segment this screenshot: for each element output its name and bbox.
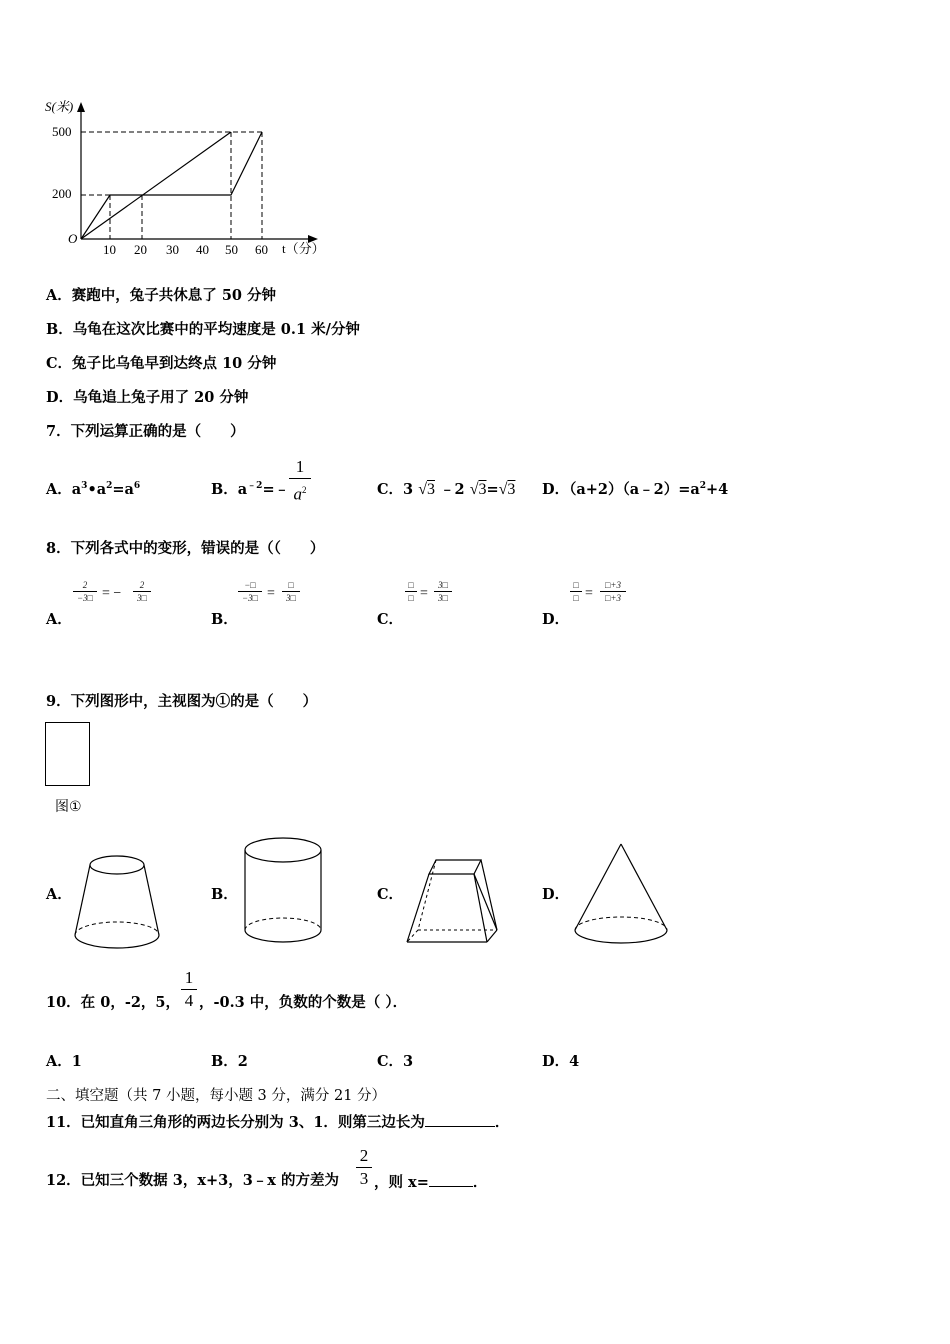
y-axis-arrow [77,102,85,112]
tick-500: 500 [52,124,72,139]
dashed-guides [81,132,262,239]
q8-d-operator: = [585,586,593,601]
frustum-prism-figure [402,854,506,948]
tick-20: 20 [134,242,147,257]
tick-50: 50 [225,242,238,257]
q11-answer-blank[interactable] [425,1112,495,1127]
origin-label: O [68,231,78,246]
q7-option-a: A．$a^3•a^2=a^6$ [46,481,141,498]
q10-option-a: A．1 [46,1053,82,1070]
y-axis-label: S(米) [45,99,74,114]
q6-option-b: B．乌龟在这次比赛中的平均速度是 0.1 米/分钟 [46,321,360,338]
tick-40: 40 [196,242,209,257]
q8-option-d: D． [542,611,570,628]
q8-d-left-fraction: □ □ [570,580,582,603]
q9-option-b: B． [211,886,238,903]
q7-option-c: C．3 √3 ﹣2 √3=√3 [377,481,516,498]
q12-answer-blank[interactable] [429,1172,473,1187]
section-2-heading: 二、填空题（共 7 小题，每小题 3 分，满分 21 分） [46,1088,387,1104]
q12-text-a: 12．已知三个数据 3，x+3，3﹣x 的方差为 [46,1172,339,1189]
figure-1-rectangle [45,722,90,786]
q8-stem: 8．下列各式中的变形，错误的是（（ ） [46,540,325,557]
rabbit-line [81,132,262,239]
x-axis-label: t（分） [282,241,325,256]
q10-option-d: D．4 [542,1053,580,1070]
q6-option-a: A．赛跑中，兔子共休息了 50 分钟 [46,287,277,304]
q8-c-right-fraction: 3□ 3□ [434,580,452,603]
q10-option-b: B．2 [211,1053,248,1070]
q8-option-b: B． [211,611,238,628]
q10-option-c: C．3 [377,1053,414,1070]
q7-stem: 7．下列运算正确的是（ ） [46,423,245,440]
tick-10: 10 [103,242,116,257]
q8-b-left-fraction: −□ −3□ [238,580,262,603]
sqrt-3: √3 [498,481,516,498]
q8-a-right-fraction: 2 3□ [133,580,151,603]
tick-30: 30 [166,242,179,257]
q8-b-right-fraction: □ 3□ [282,580,300,603]
q7-b-fraction: 1 $a^2$ [289,457,311,505]
q6-option-c: C．兔子比乌龟早到达终点 10 分钟 [46,355,277,372]
q8-a-operator: = − [102,586,122,601]
q9-option-d: D． [542,886,570,903]
cylinder-figure [240,834,326,948]
q8-option-a: A． [46,611,72,628]
q8-b-operator: = [267,586,275,601]
tortoise-line [81,132,231,239]
q10-stem-b: ，-0.3 中，负数的个数是（ ）． [199,994,408,1011]
q11-text: 11．已知直角三角形的两边长分别为 3、1．则第三边长为 ． [46,1114,510,1131]
q8-a-left-fraction: 2 −3□ [73,580,97,603]
q12-text-b: ，则 x= ． [374,1174,488,1191]
q8-d-right-fraction: □+3 □+3 [600,580,626,603]
q8-c-left-fraction: □ □ [405,580,417,603]
cone-figure [570,840,672,948]
q10-stem-a: 10．在 0，-2，5， [46,994,181,1011]
figure-1-label: 图① [55,799,82,815]
distance-time-graph [40,96,330,262]
q12-fraction: 2 3 [356,1146,372,1189]
q9-option-a: A． [46,886,72,903]
tick-200: 200 [52,186,72,201]
q7-option-d: D．$(a+2)(a﹣2)=a^2+4$ [542,481,729,498]
q10-fraction: 1 4 [181,968,197,1011]
frustum-cone-figure [70,852,164,954]
q9-option-c: C． [377,886,404,903]
q7-option-b: B．$a^{﹣2}=﹣$ [211,481,290,498]
q9-stem: 9．下列图形中，主视图为①的是（ ） [46,693,318,710]
sqrt-3: √3 [418,481,435,498]
q8-option-c: C． [377,611,404,628]
sqrt-3: √3 [469,481,487,498]
q6-option-d: D．乌龟追上兔子用了 20 分钟 [46,389,249,406]
tick-60: 60 [255,242,268,257]
q8-c-operator: = [420,586,428,601]
